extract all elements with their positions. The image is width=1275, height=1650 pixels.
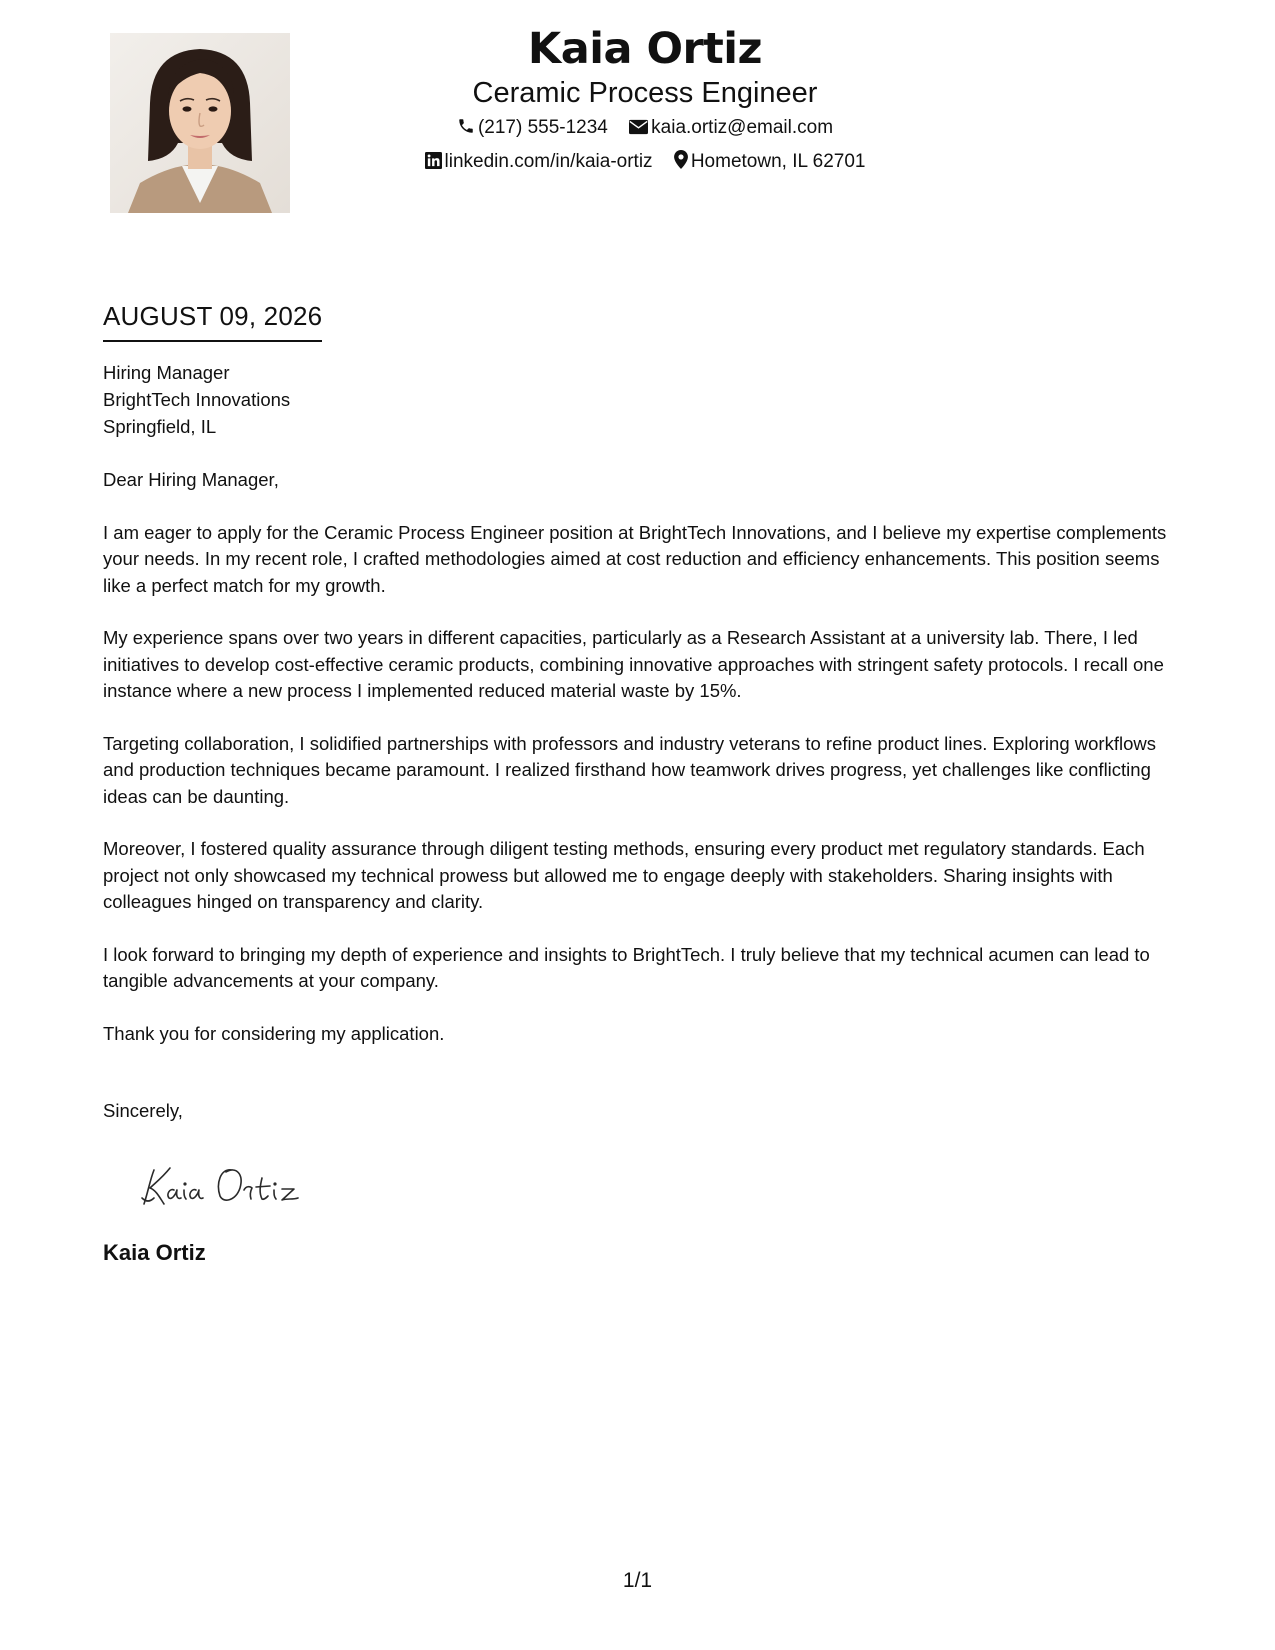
body-paragraph: Moreover, I fostered quality assurance through diligent testing methods, ensuring every product met regulatory standards. Each project not only showcased my technical prowess but allowed me to engage deeply with stakeholders. Sharing insights with colleagues hinged on transparency and clarity. [103,838,1145,912]
body-paragraph: I look forward to bringing my depth of experience and insights to BrightTech. I truly believe that my technical acumen can lead to tangible advancements at your company. [103,943,1150,991]
applicant-title: Ceramic Process Engineer [472,77,818,109]
contact-phone-text: (217) 555-1234 [477,117,608,138]
contact-email [629,113,833,145]
recipient-line-2: BrightTech Innovations [103,389,291,410]
linkedin-icon [425,149,442,179]
body-paragraph: Thank you for considering my application. [103,1022,445,1044]
body-paragraph: I am eager to apply for the Ceramic Process Engineer position at BrightTech Innovations, and I believe my expertise complements your needs. In my recent role, I crafted methodologies aimed at cost reduction and efficiency enhancements. This position seems like a perfect match for my growth. [103,521,1167,596]
contact-location-text: Hometown, IL 62701 [690,151,866,172]
contact-row-2 [300,147,990,179]
letter-date: AUGUST 09, 2026 [103,298,322,342]
body-paragraph: Targeting collaboration, I solidified partnerships with professors and industry veterans to refine product lines. Exploring workflows and production techniques became paramount. I realized firsthand how teamwork drives progress, yet challenges like conflicting ideas can be daunting. [103,732,1156,807]
profile-photo-illustration [110,33,290,213]
envelope-icon [629,115,648,145]
contact-row-1 [300,113,990,145]
map-pin-icon [674,149,688,179]
letter-date-block [103,298,322,342]
contact-linkedin [425,147,653,179]
recipient-line-1: Hiring Manager [103,362,230,383]
contact-linkedin-text: linkedin.com/in/kaia-ortiz [444,151,653,172]
recipient-address [103,359,290,440]
handwritten-signature [140,1160,330,1210]
page-number: 1/1 [622,1569,653,1592]
phone-icon [457,115,475,145]
applicant-name: Kaia Ortiz [527,24,763,74]
signer-name: Kaia Ortiz [103,1240,206,1265]
salutation: Dear Hiring Manager, [103,469,279,490]
contact-email-text: kaia.ortiz@email.com [651,117,834,138]
letter-header [300,20,990,179]
body-paragraph: My experience spans over two years in different capacities, particularly as a Research Assistant at a university lab. There, I led initiatives to develop cost-effective ceramic products, combining innovative approaches with stringent safety protocols. I recall one instance where a new process I implemented reduced material waste by 15%. [103,627,1164,701]
recipient-line-3: Springfield, IL [103,416,217,437]
contact-phone [457,113,608,145]
contact-location [674,147,866,179]
profile-photo [110,33,290,213]
closing: Sincerely, [103,1100,183,1121]
letter-body [103,467,1178,1073]
